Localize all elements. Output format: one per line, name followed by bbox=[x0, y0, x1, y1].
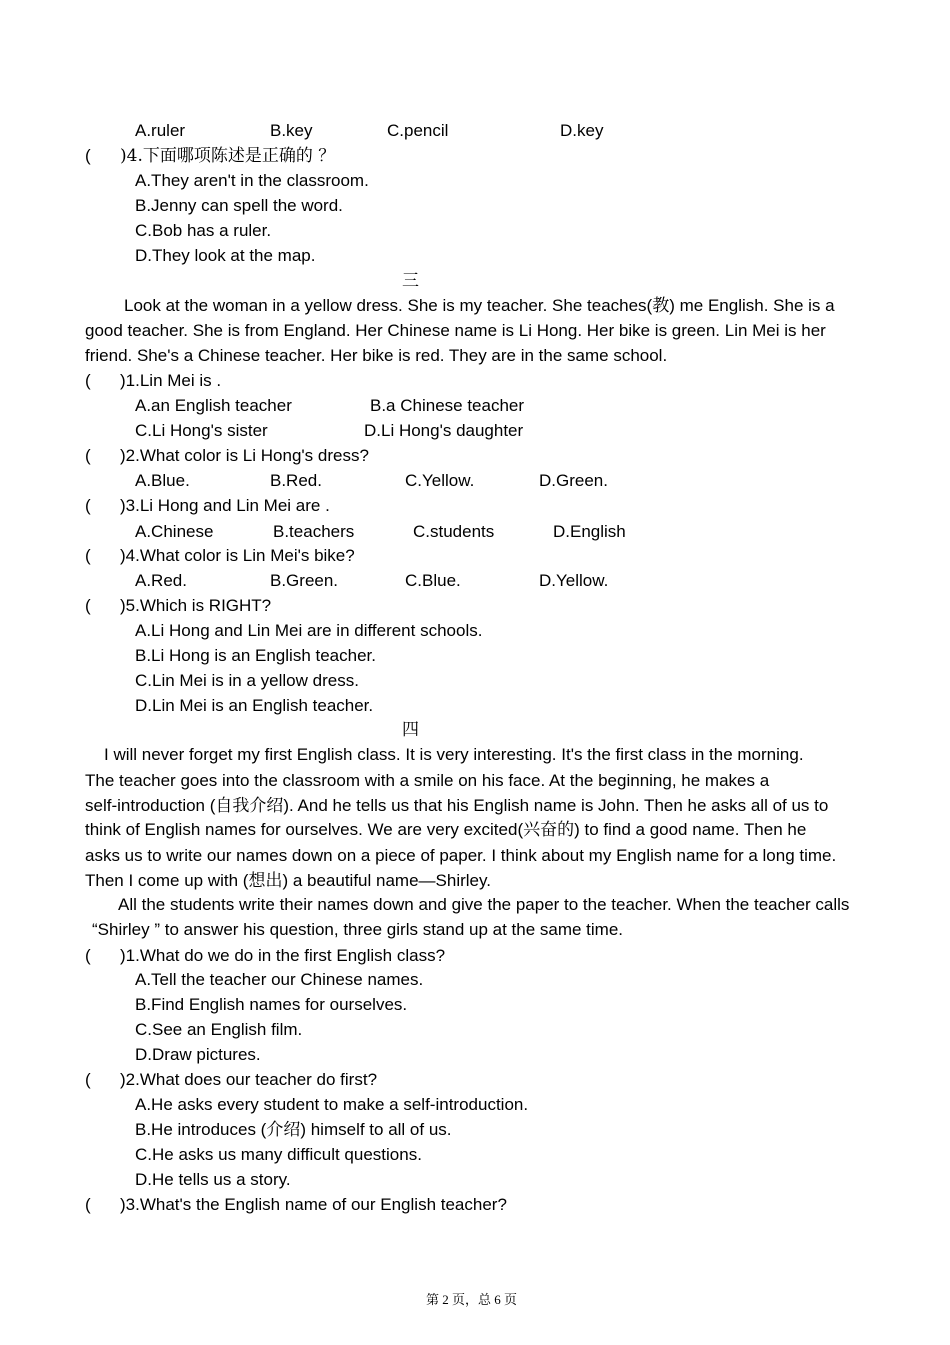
option: C.See an English film. bbox=[135, 1020, 303, 1039]
option: C.Bob has a ruler. bbox=[135, 221, 272, 240]
option: D.Green. bbox=[539, 471, 608, 490]
option: D.Lin Mei is an English teacher. bbox=[135, 696, 374, 715]
question-prompt: )3.Li Hong and Lin Mei are . bbox=[120, 496, 330, 515]
page-number: 第 2 页，总 6 页 bbox=[426, 1292, 518, 1307]
option: D.He tells us a story. bbox=[135, 1170, 291, 1189]
option: C.pencil bbox=[387, 121, 449, 140]
option: A.Tell the teacher our Chinese names. bbox=[135, 970, 424, 989]
option: C.Blue. bbox=[405, 571, 461, 590]
option: D.Li Hong's daughter bbox=[364, 421, 524, 440]
passage-line: asks us to write our names down on a piece of paper. I think about my English name for a long time. bbox=[85, 846, 837, 865]
question-prompt: )4.What color is Lin Mei's bike? bbox=[120, 546, 355, 565]
question-prompt: )3.What's the English name of our English teacher? bbox=[120, 1195, 507, 1214]
option: D.key bbox=[560, 121, 604, 140]
option: B.Green. bbox=[270, 571, 339, 590]
passage-line: Then I come up with (想出) a beautiful name—Shirley. bbox=[85, 871, 491, 890]
passage-line: think of English names for ourselves. We are very excited(兴奋的) to find a good name. Then he bbox=[85, 820, 807, 839]
answer-paren[interactable]: ( bbox=[85, 496, 91, 515]
option: A.an English teacher bbox=[135, 396, 292, 415]
passage-line: self-introduction (自我介绍). And he tells us that his English name is John. Then he asks all of us to bbox=[85, 796, 829, 815]
option: A.He asks every student to make a self-introduction. bbox=[135, 1095, 529, 1114]
question-prompt: )1.Lin Mei is . bbox=[120, 371, 222, 390]
passage-line: All the students write their names down and give the paper to the teacher. When the teacher calls bbox=[118, 895, 850, 914]
passage-line: good teacher. She is from England. Her Chinese name is Li Hong. Her bike is green. Lin Mei is her bbox=[85, 321, 826, 340]
option: C.Li Hong's sister bbox=[135, 421, 268, 440]
question-prompt: )5.Which is RIGHT? bbox=[120, 596, 272, 615]
option: B.Find English names for ourselves. bbox=[135, 995, 408, 1014]
question-prompt: )2.What does our teacher do first? bbox=[120, 1070, 378, 1089]
option: B.a Chinese teacher bbox=[370, 396, 525, 415]
option: D.They look at the map. bbox=[135, 246, 316, 265]
answer-paren[interactable]: ( bbox=[85, 946, 91, 965]
option: B.Li Hong is an English teacher. bbox=[135, 646, 376, 665]
answer-paren[interactable]: ( bbox=[85, 546, 91, 565]
option: A.Li Hong and Lin Mei are in different schools. bbox=[135, 621, 483, 640]
option: B.key bbox=[270, 121, 313, 140]
answer-paren[interactable]: ( bbox=[85, 1070, 91, 1089]
option: D.Yellow. bbox=[539, 571, 609, 590]
option: C.Yellow. bbox=[405, 471, 475, 490]
option: C.Lin Mei is in a yellow dress. bbox=[135, 671, 359, 690]
option: C.He asks us many difficult questions. bbox=[135, 1145, 422, 1164]
option: B.He introduces (介绍) himself to all of us. bbox=[135, 1120, 452, 1139]
question-prompt: )1.What do we do in the first English class? bbox=[120, 946, 446, 965]
question-prompt: )2.What color is Li Hong's dress? bbox=[120, 446, 369, 465]
passage-line: I will never forget my first English class. It is very interesting. It's the first class in the morning. bbox=[104, 745, 804, 764]
answer-paren[interactable]: ( bbox=[85, 1195, 91, 1214]
passage-line: Look at the woman in a yellow dress. She is my teacher. She teaches(教) me English. She is a bbox=[124, 296, 835, 315]
answer-paren[interactable]: ( bbox=[85, 446, 91, 465]
option: D.Draw pictures. bbox=[135, 1045, 261, 1064]
option: A.Chinese bbox=[135, 522, 214, 541]
option: A.ruler bbox=[135, 121, 186, 140]
option: B.Jenny can spell the word. bbox=[135, 196, 343, 215]
option: A.They aren't in the classroom. bbox=[135, 171, 369, 190]
answer-paren[interactable]: ( bbox=[85, 371, 91, 390]
option: A.Red. bbox=[135, 571, 187, 590]
question-prompt: )4.下面哪项陈述是正确的 ？ bbox=[120, 146, 336, 166]
passage-line: friend. She's a Chinese teacher. Her bike is red. They are in the same school. bbox=[85, 346, 668, 365]
section-heading: 三 bbox=[402, 271, 419, 291]
section-heading: 四 bbox=[402, 720, 419, 740]
passage-line: “Shirley ” to answer his question, three girls stand up at the same time. bbox=[92, 920, 624, 939]
option: C.students bbox=[413, 522, 495, 541]
passage-line: The teacher goes into the classroom with a smile on his face. At the beginning, he makes a bbox=[85, 771, 770, 790]
option: D.English bbox=[553, 522, 626, 541]
option: B.Red. bbox=[270, 471, 322, 490]
option: A.Blue. bbox=[135, 471, 190, 490]
answer-paren[interactable]: ( bbox=[85, 596, 91, 615]
option: B.teachers bbox=[273, 522, 355, 541]
answer-paren[interactable]: ( bbox=[85, 146, 91, 165]
